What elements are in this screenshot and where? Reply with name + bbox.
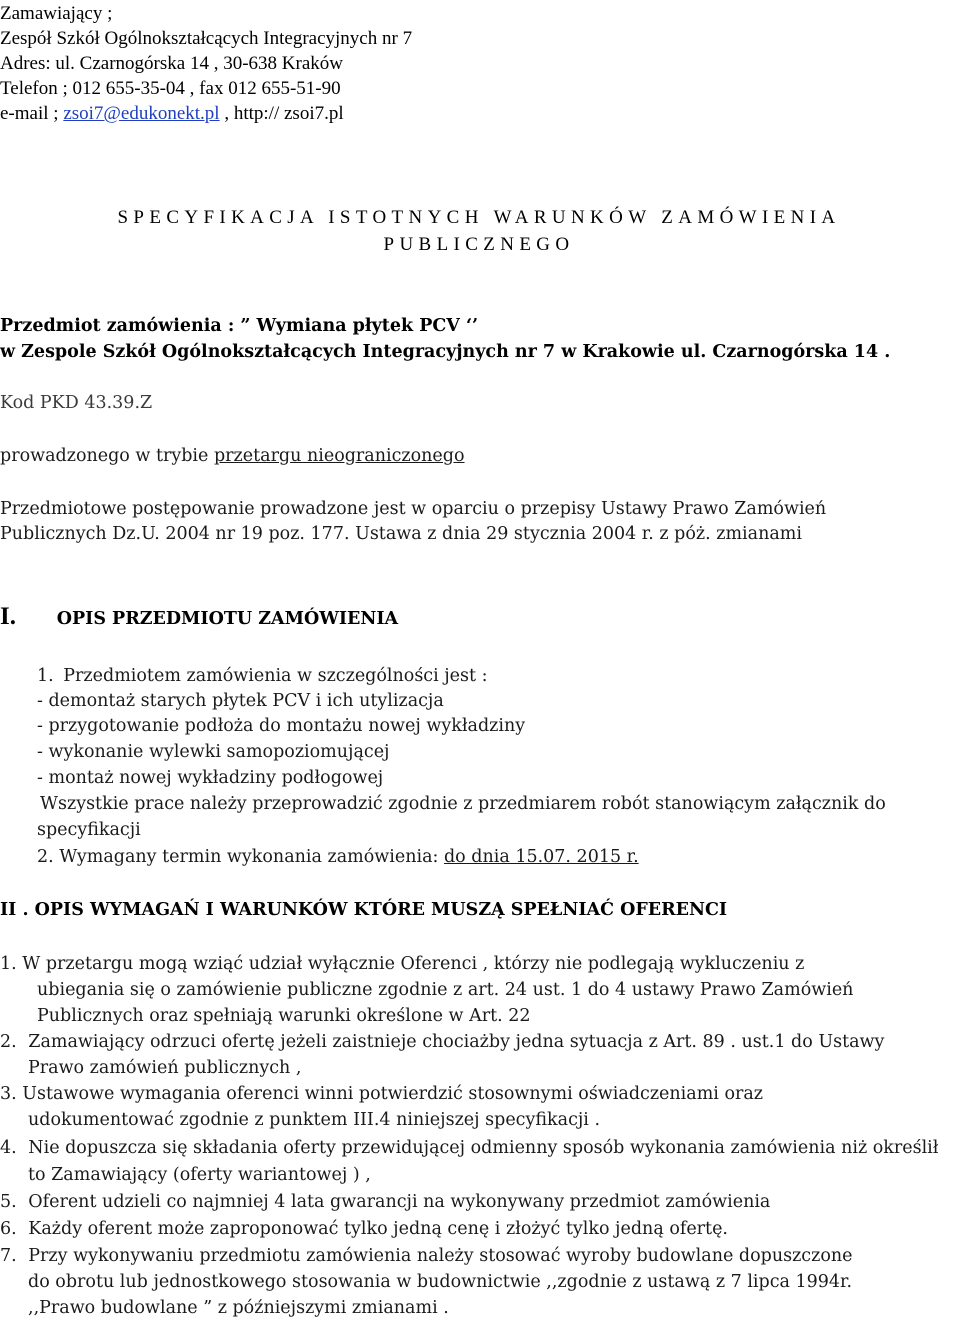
section-1-heading: [0, 605, 398, 631]
item-line: Każdy oferent może zaproponować tylko jedną cenę i złożyć tylko jedną ofertę.: [28, 1219, 728, 1239]
section-2-item-3: [0, 1082, 763, 1106]
legal-basis-line-2: Publicznych Dz.U. 2004 nr 19 poz. 177. Ustawa z dnia 29 stycznia 2004 r. z póż. zmianami: [0, 524, 802, 544]
section-2-item-4: [0, 1136, 938, 1160]
item-number: 4.: [0, 1138, 17, 1158]
item-line: do obrotu lub jednostkowego stosowania w budownictwie ,,zgodnie z ustawą z 7 lipca 1994r.: [28, 1272, 853, 1292]
document-title-line-1: SPECYFIKACJA ISTOTNYCH WARUNKÓW ZAMÓWIENIA: [117, 207, 841, 228]
header-line-2: Zespół Szkół Ogólnokształcących Integracyjnych nr 7: [0, 28, 413, 49]
section-2-item-6: [0, 1217, 728, 1241]
document-title-line-2: PUBLICZNEGO: [383, 234, 575, 255]
item-text: Przedmiotem zamówienia w szczególności jest :: [63, 666, 488, 686]
item-line: Przy wykonywaniu przedmiotu zamówienia należy stosować wyroby budowlane dopuszczone: [28, 1246, 853, 1266]
section-1-title: OPIS PRZEDMIOTU ZAMÓWIENIA: [56, 609, 399, 629]
item-number: 2.: [0, 1032, 17, 1052]
item-line: Nie dopuszcza się składania oferty przewidującej odmienny sposób wykonania zamówienia niż określił: [28, 1138, 939, 1158]
item-number: 5.: [0, 1192, 17, 1212]
item-line: Oferent udzieli co najmniej 4 lata gwarancji na wykonywany przedmiot zamówienia: [28, 1192, 771, 1212]
header-line-3: Adres: ul. Czarnogórska 14 , 30-638 Kraków: [0, 53, 343, 74]
item-number: 1.: [0, 954, 17, 974]
section-1-item-2: [37, 845, 639, 869]
item-line: Ustawowe wymagania oferenci winni potwierdzić stosownymi oświadczeniami oraz: [22, 1084, 764, 1104]
scope-bullet: - demontaż starych płytek PCV i ich utylizacja: [37, 691, 444, 711]
email-link[interactable]: zsoi7@edukonekt.pl: [63, 103, 220, 124]
item-number: 3.: [0, 1084, 17, 1104]
header-line-1: Zamawiający ;: [0, 3, 113, 24]
item-line: udokumentować zgodnie z punktem III.4 niniejszej specyfikacji .: [28, 1110, 601, 1130]
section-2-item-7: [0, 1244, 852, 1268]
scope-note-line-2: specyfikacji: [37, 820, 141, 840]
item-number: 7.: [0, 1246, 17, 1266]
item-number: 6.: [0, 1219, 17, 1239]
section-2-heading: II . OPIS WYMAGAŃ I WARUNKÓW KTÓRE MUSZĄ SPEŁNIAĆ OFERENCI: [0, 900, 728, 920]
section-2-item-5: [0, 1190, 770, 1214]
scope-bullet: - montaż nowej wykładziny podłogowej: [37, 768, 384, 788]
subject-line-1: Przedmiot zamówienia : ” Wymiana płytek PCV ‘’: [0, 316, 479, 336]
legal-basis-line-1: Przedmiotowe postępowanie prowadzone jest w oparciu o przepisy Ustawy Prawo Zamówień: [0, 499, 827, 519]
email-prefix: e-mail ;: [0, 103, 64, 124]
item-line: ,,Prawo budowlane ” z późniejszymi zmianami .: [28, 1298, 449, 1318]
header-email-line: [0, 102, 344, 126]
section-2-item-2: [0, 1030, 884, 1054]
procedure-mode-type: przetargu nieograniczonego: [213, 446, 465, 466]
item-number: 1.: [37, 666, 54, 686]
section-1-numeral: I.: [0, 603, 16, 630]
scope-bullet: - wykonanie wylewki samopoziomującej: [37, 742, 390, 762]
procedure-mode-prefix: prowadzonego w trybie: [0, 446, 214, 466]
deadline-date: do dnia 15.07. 2015 r.: [443, 847, 639, 867]
item-line: W przetargu mogą wziąć udział wyłącznie Oferenci , którzy nie podlegają wykluczeniu z: [22, 954, 805, 974]
item-line: Publicznych oraz spełniają warunki określone w Art. 22: [37, 1006, 531, 1026]
section-1-item-1: [37, 664, 488, 688]
item-line: Prawo zamówień publicznych ,: [28, 1058, 302, 1078]
scope-bullet: - przygotowanie podłoża do montażu nowej wykładziny: [37, 716, 526, 736]
pkd-code: Kod PKD 43.39.Z: [0, 393, 153, 413]
subject-line-2: w Zespole Szkół Ogólnokształcących Integracyjnych nr 7 w Krakowie ul. Czarnogórska 14 .: [0, 342, 891, 362]
procedure-mode: [0, 444, 465, 468]
header-line-4: Telefon ; 012 655-35-04 , fax 012 655-51-90: [0, 78, 341, 99]
item-line: ubiegania się o zamówienie publiczne zgodnie z art. 24 ust. 1 do 4 ustawy Prawo Zamówień: [37, 980, 854, 1000]
scope-note-line-1: Wszystkie prace należy przeprowadzić zgodnie z przedmiarem robót stanowiącym załącznik do: [40, 794, 886, 814]
email-suffix: , http:// zsoi7.pl: [219, 103, 344, 124]
item-line: Zamawiający odrzuci ofertę jeżeli zaistnieje chociażby jedna sytuacja z Art. 89 . ust.1 do Ustawy: [28, 1032, 885, 1052]
section-2-item-1: [0, 952, 804, 976]
item-line: to Zamawiający (oferty wariantowej ) ,: [28, 1165, 371, 1185]
deadline-prefix: 2. Wymagany termin wykonania zamówienia:: [37, 847, 444, 867]
